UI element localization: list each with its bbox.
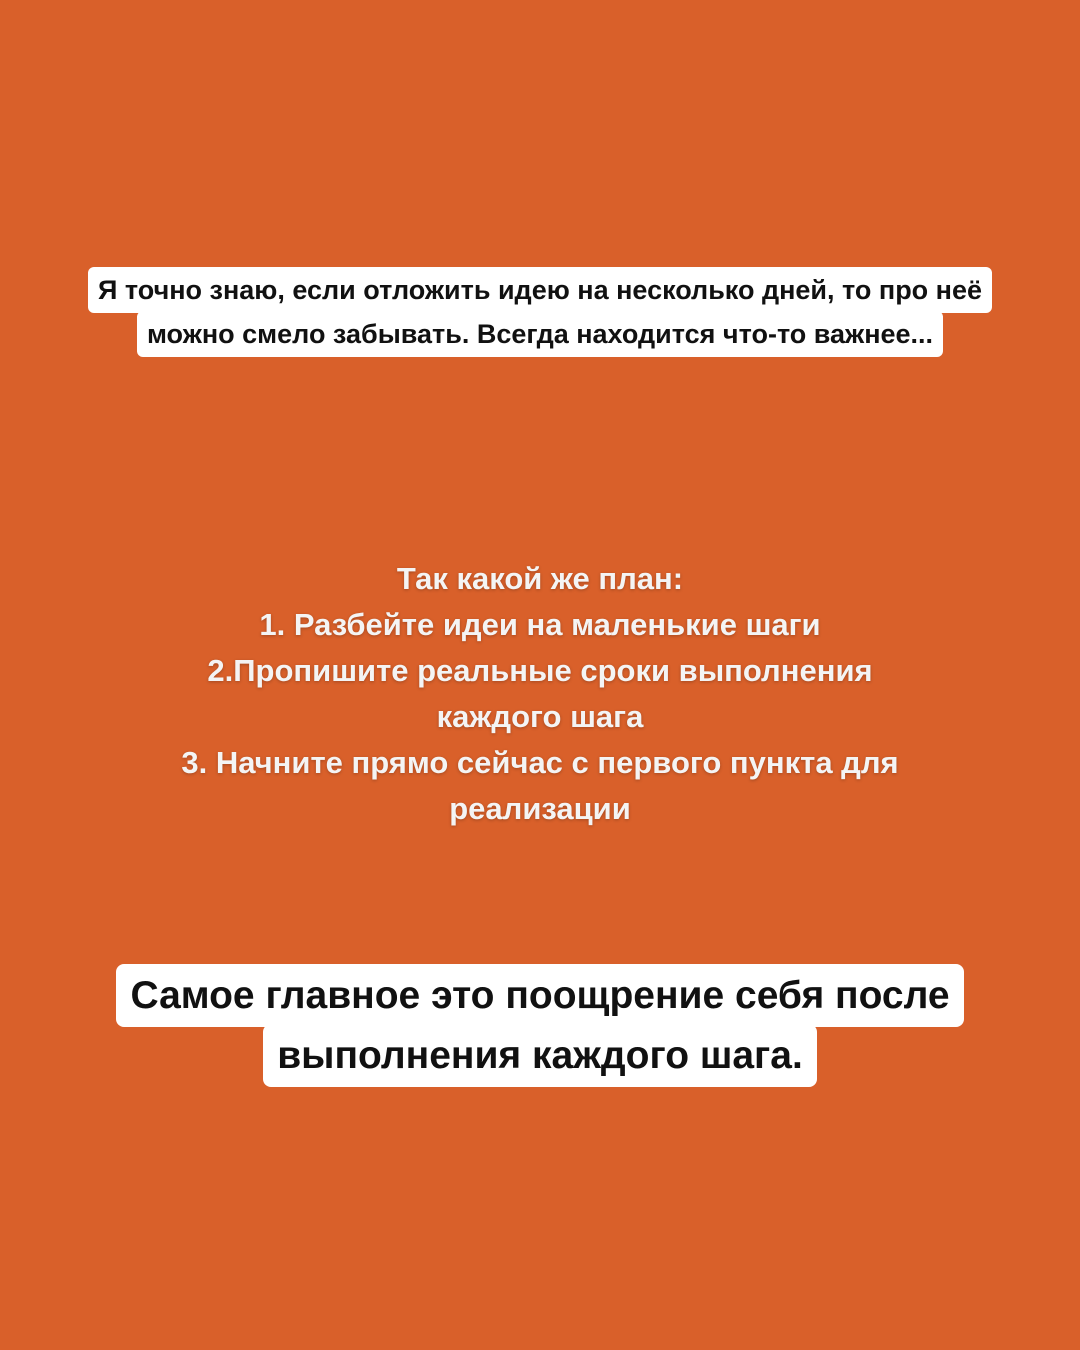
intro-block bbox=[0, 268, 1080, 356]
final-block bbox=[0, 966, 1080, 1086]
intro-text: Я точно знаю, если отложить идею на несколько дней, то про неё можно смело забывать. Всегда находится что-то важнее... bbox=[88, 267, 992, 357]
plan-item: каждого шага bbox=[436, 699, 644, 734]
plan-item: 3. Начните прямо сейчас с первого пункта для bbox=[181, 745, 899, 780]
plan-item: 1. Разбейте идеи на маленькие шаги bbox=[259, 607, 821, 642]
plan-heading: Так какой же план: bbox=[396, 561, 684, 596]
plan-item: реализации bbox=[449, 791, 631, 826]
plan-block bbox=[0, 556, 1080, 832]
final-text: Самое главное это поощрение себя после выполнения каждого шага. bbox=[116, 964, 963, 1087]
plan-item: 2.Пропишите реальные сроки выполнения bbox=[207, 653, 873, 688]
